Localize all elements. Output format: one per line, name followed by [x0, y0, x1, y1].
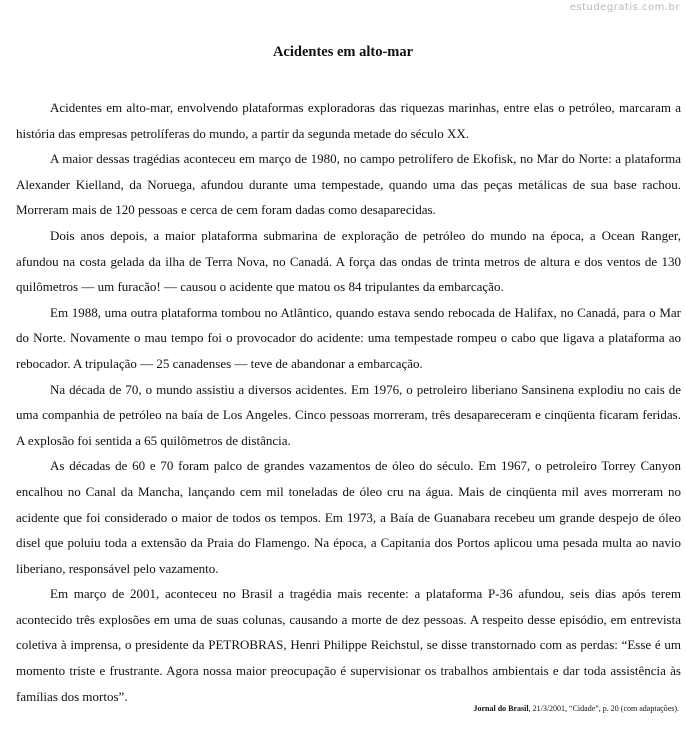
article-title: Acidentes em alto-mar — [272, 44, 414, 60]
paragraph: A maior dessas tragédias aconteceu em março de 1980, no campo petrolífero de Ekofisk, no Mar do Norte: a plataforma Alexander Kielland, da Noruega, afundou durante uma tempestade, quando uma das peças metálicas de sua base rachou. Morreram mais de 120 pessoas e cerca de cem foram dadas como desaparecidas. — [16, 151, 681, 218]
paragraph: Em março de 2001, aconteceu no Brasil a tragédia mais recente: a plataforma P-36 afundou, seis dias após terem acontecido três explosões em uma de suas colunas, causando a morte de dez pessoas. A respeito desse episódio, em entrevista coletiva à imprensa, o presidente da PETROBRAS, Henri Philippe Reichstul, se disse transtornado com as perdas: “Esse é um momento triste e frustrante. Agora nossa maior preocupação é supervisionar os trabalhos ambientais e dar toda assistência às famílias dos mortos”. — [16, 586, 681, 704]
paragraph: As décadas de 60 e 70 foram palco de grandes vazamentos de óleo do século. Em 1967, o petroleiro Torrey Canyon encalhou no Canal da Mancha, lançando cem mil toneladas de óleo cru na água. Mais de cinqüenta mil aves morreram no acidente que foi considerado o maior de todos os tempos. Em 1973, a Baía de Guanabara recebeu um grande despejo de óleo disel que poluiu toda a extensão da Praia do Flamengo. Na época, a Capitania dos Portos aplicou uma pesada multa ao navio liberiano, responsável pelo vazamento. — [16, 458, 681, 576]
source-journal: Jornal do Brasil — [473, 704, 529, 713]
paragraph: Acidentes em alto-mar, envolvendo plataformas exploradoras das riquezas marinhas, entre elas o petróleo, marcaram a história das empresas petrolíferas do mundo, a partir da segunda metade do século XX. — [16, 100, 681, 141]
source-details: , 21/3/2001, “Cidade”, p. 20 (com adaptações). — [528, 704, 679, 713]
paragraph: Dois anos depois, a maior plataforma submarina de exploração de petróleo do mundo na época, a Ocean Ranger, afundou na costa gelada da ilha de Terra Nova, no Canadá. A força das ondas de trinta metros de altura e dos ventos de 130 quilômetros — um furacão! — causou o acidente que matou os 84 tripulantes da embarcação. — [16, 227, 681, 295]
site-watermark: estudegratis.com.br — [569, 2, 680, 13]
paragraph: Na década de 70, o mundo assistiu a diversos acidentes. Em 1976, o petroleiro liberiano Sansinena explodiu no cais de uma companhia de petróleo na baía de Los Angeles. Cinco pessoas morreram, três desapareceram e cinqüenta ficaram feridas. A explosão foi sentida a 65 quilômetros de distância. — [16, 381, 681, 448]
paragraph: Em 1988, uma outra plataforma tombou no Atlântico, quando estava sendo rebocada de Halifax, no Canadá, para o Mar do Norte. Novamente o mau tempo foi o provocador do acidente: uma tempestade rompeu o cabo que ligava a plataforma ao rebocador. A tripulação — 25 canadenses — teve de abandonar a embarcação. — [16, 304, 681, 371]
source-citation — [473, 704, 679, 713]
article-body — [16, 95, 681, 709]
